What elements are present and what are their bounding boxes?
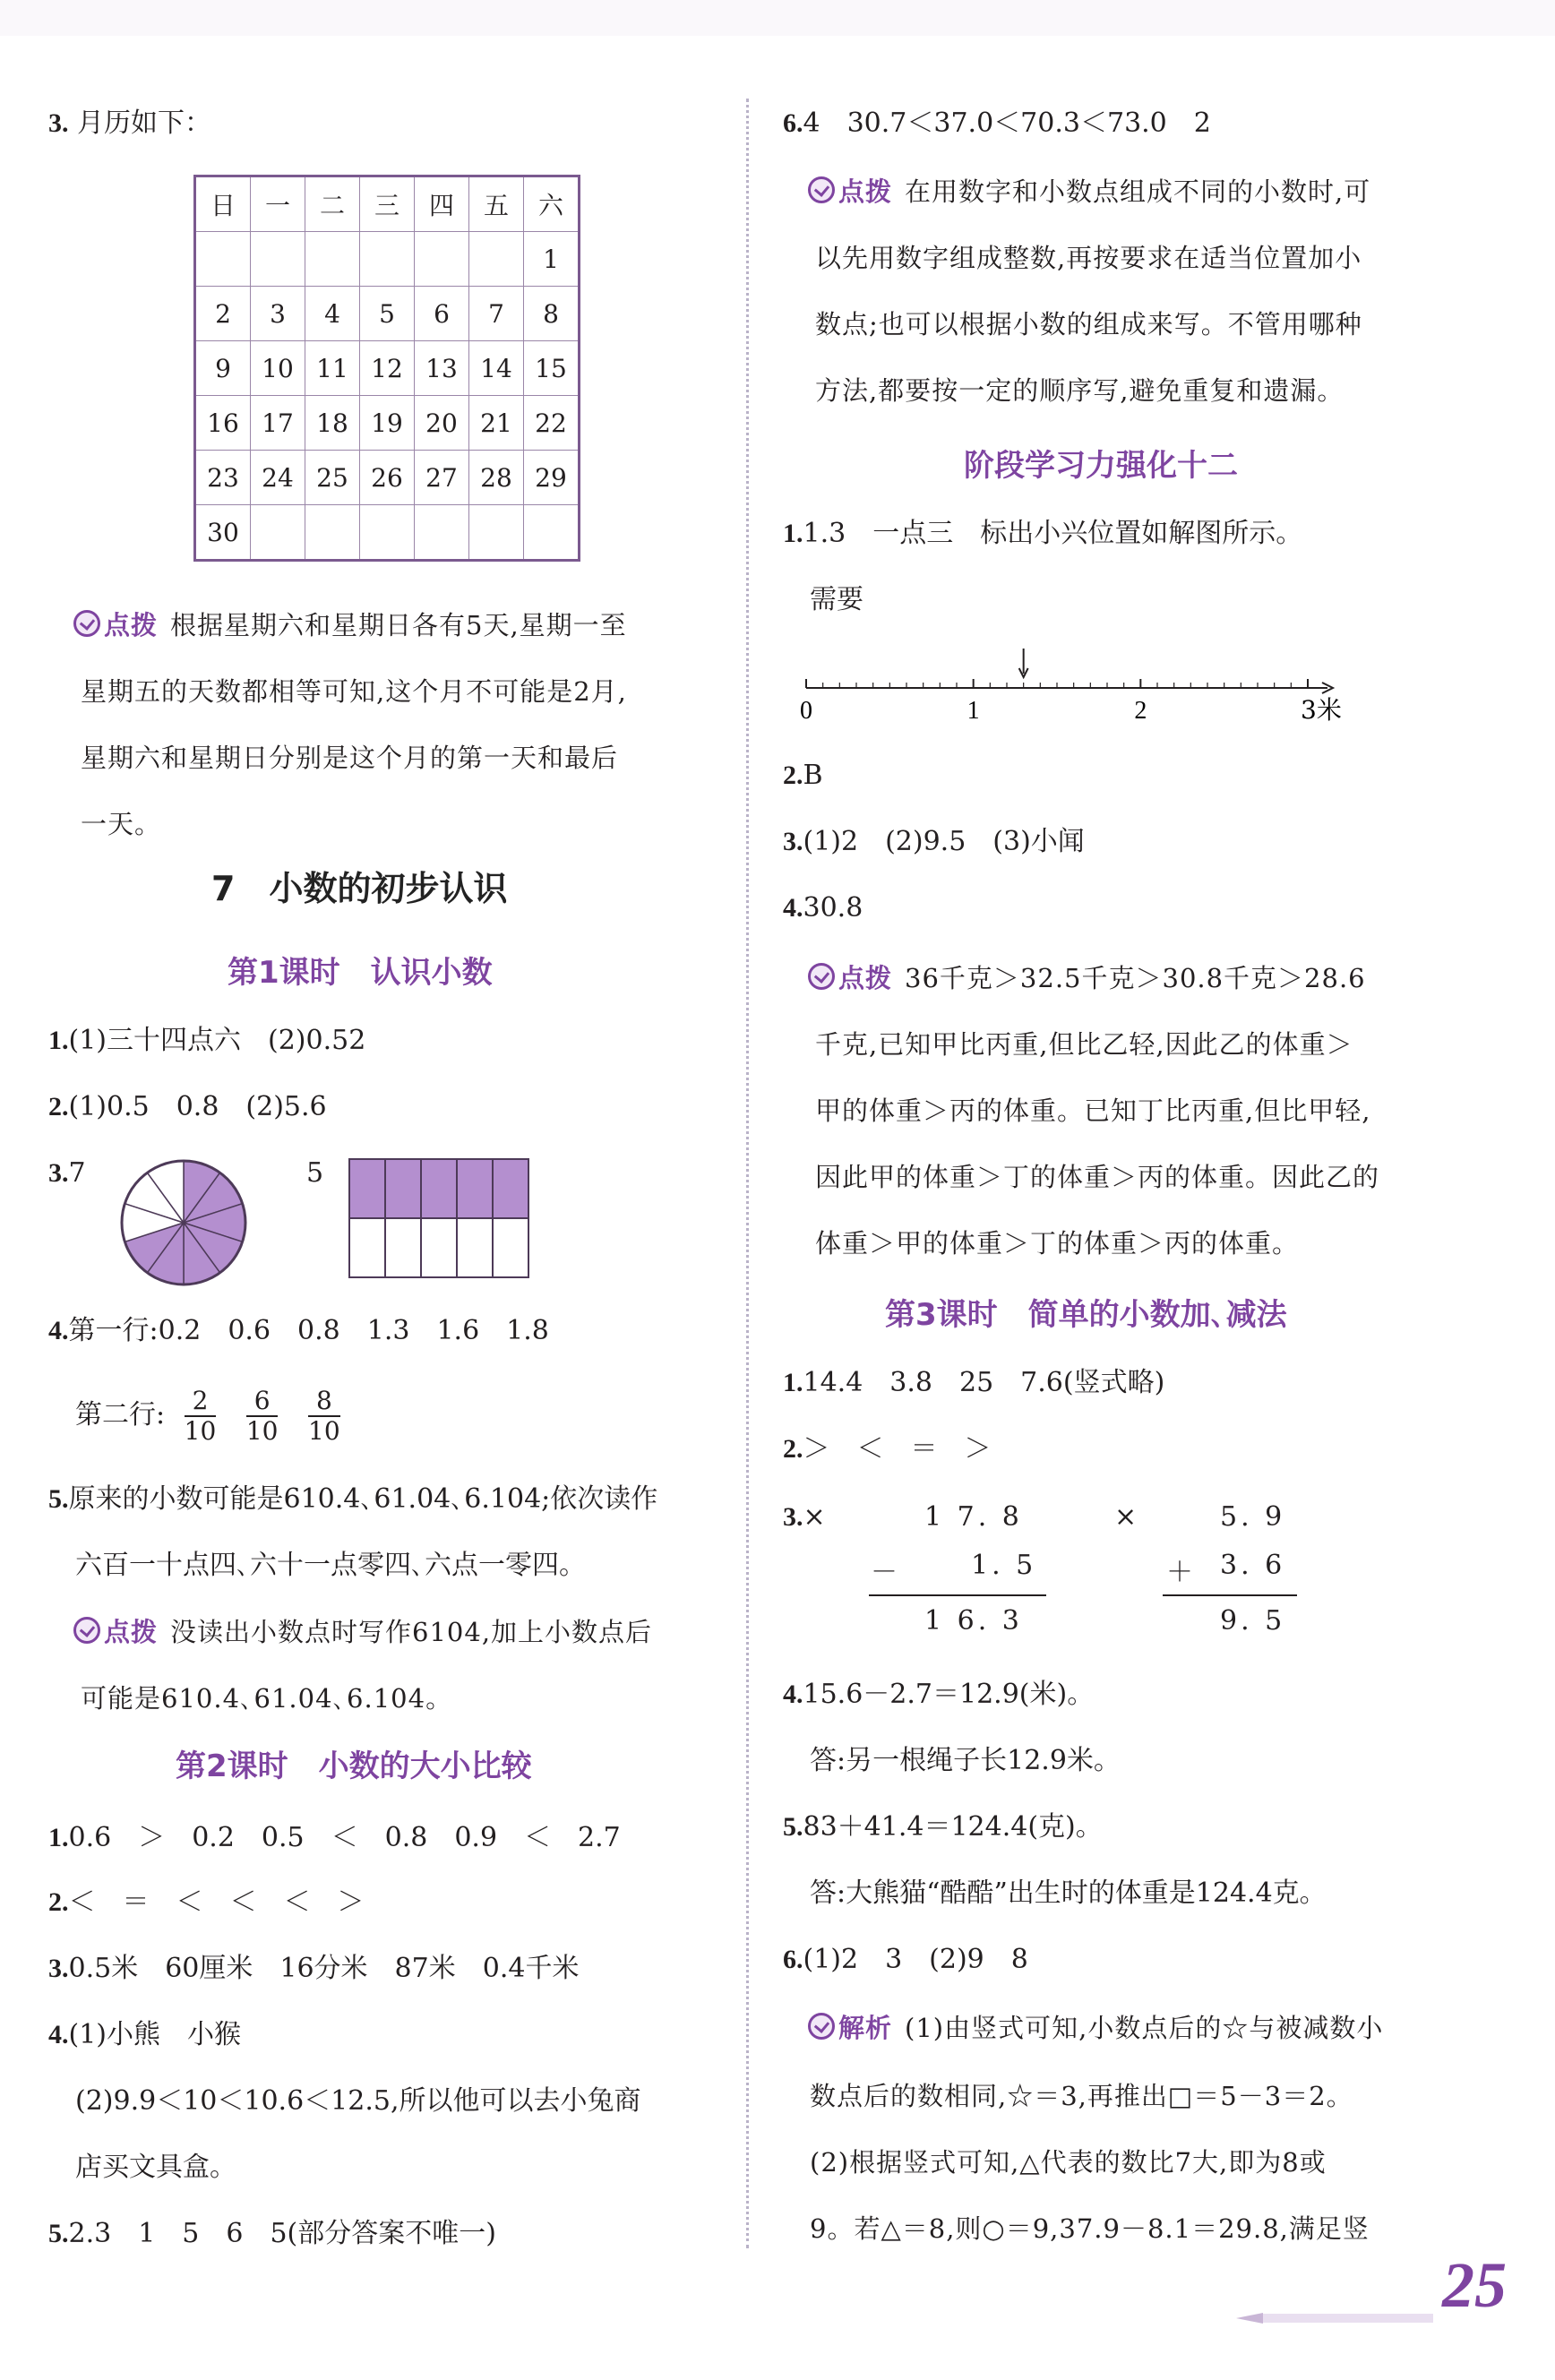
calendar-cell: 21 (469, 396, 524, 451)
grid-cell (385, 1218, 421, 1277)
calendar-cell: 15 (524, 341, 580, 396)
number-line-label: 0 (800, 697, 812, 725)
calendar-cell: 6 (415, 287, 469, 341)
grid-figure (348, 1157, 536, 1283)
tip4-tag (808, 960, 892, 996)
s-q1-number: 1. (783, 519, 803, 548)
tip1-tag (73, 607, 158, 643)
grid-cell (457, 1218, 493, 1277)
l1-q4-line (48, 1313, 549, 1349)
l3-q6-number: 6. (783, 1945, 803, 1974)
stage-title: 阶段学习力强化十二 (964, 448, 1238, 484)
tip4-line-2: 千克,已知甲比丙重,但比乙轻,因此乙的体重＞ (815, 1029, 1353, 1060)
l3-q1-line (783, 1365, 1164, 1401)
s-q3-text: (1)2 (2)9.5 (3)小闻 (803, 826, 1085, 857)
number-line-label: 3米 (1301, 695, 1342, 725)
calendar-row (195, 451, 580, 505)
s-q1-need: 需要 (810, 584, 863, 615)
calendar-cell (360, 232, 415, 287)
tip1-text: 根据星期六和星期日各有5天,星期一至 (170, 610, 627, 640)
analysis-line-1 (808, 2010, 1383, 2046)
s-q3-number: 3. (783, 827, 803, 856)
l3-q1-text: 14.4 3.8 25 7.6(竖式略) (803, 1367, 1165, 1398)
tip3-tag-label: 点拨 (838, 176, 893, 207)
calendar-cell: 30 (195, 505, 251, 561)
grid-cell (493, 1159, 528, 1218)
fraction-denominator: 10 (308, 1416, 340, 1446)
l3-q3-number: 3. (783, 1502, 803, 1532)
l2-q1-text: 0.6 ＞ 0.2 0.5 ＜ 0.8 0.9 ＜ 2.7 (68, 1822, 621, 1853)
calendar-cell: 17 (251, 396, 305, 451)
l3-q5-number: 5. (783, 1812, 803, 1842)
number-line-label: 1 (967, 697, 980, 725)
q3-text: 月历如下： (77, 107, 212, 139)
number-line-ticks (806, 679, 1308, 688)
s-q1-line (783, 516, 1302, 552)
calendar-row (195, 396, 580, 451)
calendar-cell: 7 (469, 287, 524, 341)
l2-q5-line (48, 2216, 496, 2252)
fraction (246, 1387, 279, 1446)
s-q2-text: B (803, 760, 823, 791)
fraction (308, 1387, 340, 1446)
analysis-line-2: 数点后的数相同,☆＝3,再推出□＝5－3＝2。 (810, 2081, 1353, 2111)
calendar-cell: 27 (415, 451, 469, 505)
calendar-cell: 18 (305, 396, 360, 451)
q3-number: 3. (48, 108, 69, 138)
lesson3-title: 第3课时 简单的小数加､减法 (885, 1297, 1287, 1333)
grid-cell (349, 1218, 385, 1277)
calendar-header-cell: 三 (360, 176, 415, 232)
calendar-cell: 29 (524, 451, 580, 505)
l2-q2-text: ＜ ＝ ＜ ＜ ＜ ＞ (68, 1886, 365, 1918)
q6-line (783, 106, 1211, 142)
check-icon (73, 610, 100, 637)
s-q3-line (783, 824, 1085, 860)
s-q1-text: 1.3 一点三 标出小兴位置如解图所示。 (803, 518, 1303, 549)
calendar-cell: 25 (305, 451, 360, 505)
l2-q5-number: 5. (48, 2219, 69, 2248)
l1-q2-text: (1)0.5 0.8 (2)5.6 (68, 1091, 327, 1122)
l2-q4-line-2: (2)9.9＜10＜10.6＜12.5,所以他可以去小兔商 (75, 2085, 641, 2117)
l3-q2-text: ＞ ＜ ＝ ＞ (803, 1433, 992, 1465)
fraction-numerator: 6 (246, 1387, 279, 1417)
calendar-cell: 22 (524, 396, 580, 451)
l2-q1-line (48, 1820, 621, 1856)
l3-q3-line (783, 1499, 826, 1535)
vert2-result: 9. 5 (1220, 1605, 1286, 1637)
fraction-numerator: 8 (308, 1387, 340, 1417)
tip1-line-2: 星期五的天数都相等可知,这个月不可能是2月, (81, 676, 627, 707)
chapter-title: 7 小数的初步认识 (211, 869, 508, 908)
calendar-cell: 2 (195, 287, 251, 341)
l2-q5-text: 2.3 1 5 6 5(部分答案不唯一) (68, 2218, 496, 2249)
l1-q1-text: (1)三十四点六 (2)0.52 (68, 1025, 366, 1056)
analysis-tag-label: 解析 (838, 2013, 893, 2043)
tip2-line-1 (73, 1614, 652, 1650)
q3-line (48, 106, 211, 142)
l2-q4-line-3: 店买文具盒。 (75, 2152, 236, 2183)
l1-q1-line (48, 1023, 365, 1059)
fraction-denominator: 10 (245, 1416, 279, 1446)
calendar-row (195, 287, 580, 341)
l3-q6-line (783, 1942, 1028, 1978)
l1-q2-number: 2. (48, 1092, 69, 1121)
vert2-mid: 3. 6 (1220, 1550, 1286, 1581)
tip4-line-5: 体重＞甲的体重＞丁的体重＞丙的体重。 (815, 1228, 1300, 1259)
l2-q4-number: 4. (48, 2020, 69, 2049)
l1-q4-row1: 第一行:0.2 0.6 0.8 1.3 1.6 1.8 (68, 1315, 549, 1346)
vert2-rule (1163, 1594, 1297, 1596)
calendar-cell: 20 (415, 396, 469, 451)
search-icon (808, 2013, 835, 2040)
tip3-text: 在用数字和小数点组成不同的小数时,可 (905, 176, 1371, 207)
l2-q1-number: 1. (48, 1823, 69, 1852)
calendar-cell: 10 (251, 341, 305, 396)
calendar-cell: 5 (360, 287, 415, 341)
l1-q4-number: 4. (48, 1316, 69, 1345)
tip4-line-4: 因此甲的体重＞丁的体重＞丙的体重。因此乙的 (815, 1162, 1380, 1192)
l1-q3-answer-a: 7 (68, 1157, 86, 1189)
l3-q5-line-1 (783, 1809, 1103, 1845)
lesson1-title: 第1课时 认识小数 (228, 955, 493, 991)
grid-cell (493, 1218, 528, 1277)
analysis-line-4: 9。若△＝8,则○＝9,37.9－8.1＝29.8,满足竖 (810, 2213, 1370, 2244)
tip1-line-1 (73, 607, 627, 643)
calendar-row (195, 341, 580, 396)
l3-q4-text: 15.6－2.7＝12.9(米)。 (803, 1679, 1095, 1710)
l3-q1-number: 1. (783, 1368, 803, 1397)
l3-q6-text: (1)2 3 (2)9 8 (803, 1944, 1028, 1975)
calendar-cell (469, 232, 524, 287)
l1-q5-text: 原来的小数可能是610.4､61.04､6.104;依次读作 (68, 1483, 658, 1515)
s-q4-text: 30.8 (803, 892, 863, 924)
calendar-cell (415, 505, 469, 561)
l2-q4-line-1 (48, 2017, 241, 2053)
pen-decoration-icon (1236, 2309, 1442, 2327)
tip1-line-4: 一天。 (81, 809, 162, 839)
s-q2-line (783, 758, 823, 794)
l3-q4-line-2: 答:另一根绳子长12.9米。 (810, 1745, 1121, 1776)
calendar-cell (305, 505, 360, 561)
calendar-cell: 13 (415, 341, 469, 396)
calendar-cell: 11 (305, 341, 360, 396)
calendar-cell (415, 232, 469, 287)
calendar-cell: 1 (524, 232, 580, 287)
number-line (788, 645, 1344, 726)
grid-cell (385, 1159, 421, 1218)
l1-q5-number: 5. (48, 1484, 69, 1514)
vert1-operator: － (871, 1557, 898, 1588)
pie-figure (116, 1156, 251, 1290)
vert1-mid: 1. 5 (971, 1550, 1037, 1581)
tip4-line-3: 甲的体重＞丙的体重。已知丁比丙重,但比甲轻, (815, 1095, 1371, 1126)
analysis-tag (808, 2010, 892, 2046)
tip1-line-3: 星期六和星期日分别是这个月的第一天和最后 (81, 743, 619, 773)
calendar-cell: 24 (251, 451, 305, 505)
l3-q3-x2: × (1114, 1501, 1138, 1533)
calendar-cell: 3 (251, 287, 305, 341)
calendar-cell (251, 505, 305, 561)
calendar-cell (195, 232, 251, 287)
vert2-top: 5. 9 (1220, 1501, 1286, 1533)
l3-q5-text: 83＋41.4＝124.4(克)。 (803, 1811, 1103, 1843)
tip2-text: 没读出小数点时写作6104,加上小数点后 (170, 1617, 653, 1647)
vert1-rule (869, 1594, 1046, 1596)
calendar-cell: 4 (305, 287, 360, 341)
calendar-cell: 19 (360, 396, 415, 451)
l2-q3-text: 0.5米 60厘米 16分米 87米 0.4千米 (68, 1953, 580, 1984)
calendar-cell: 23 (195, 451, 251, 505)
s-q2-number: 2. (783, 760, 803, 790)
l3-q2-line (783, 1431, 992, 1467)
grid-cells (349, 1159, 528, 1277)
lesson2-title: 第2课时 小数的大小比较 (176, 1748, 532, 1784)
l2-q2-number: 2. (48, 1887, 69, 1917)
l1-q3-answer-b: 5 (306, 1157, 324, 1189)
grid-cell (457, 1159, 493, 1218)
l3-q5-line-2: 答:大熊猫“酷酷”出生时的体重是124.4克。 (810, 1877, 1327, 1909)
analysis-line-3: (2)根据竖式可知,△代表的数比7大,即为8或 (810, 2147, 1327, 2178)
check-icon (73, 1617, 100, 1644)
l1-q3-number: 3. (48, 1158, 69, 1188)
grid-cell (421, 1218, 457, 1277)
calendar-table (193, 175, 580, 562)
s-q4-line (783, 890, 863, 926)
tip2-tag-label: 点拨 (104, 1617, 159, 1647)
l2-q4-text: (1)小熊 小猴 (68, 2019, 241, 2050)
page-number: 25 (1442, 2249, 1507, 2321)
vert2-operator: ＋ (1166, 1557, 1193, 1588)
l1-q4-row2-label: 第二行: (75, 1399, 166, 1431)
tip4-text: 36千克＞32.5千克＞30.8千克＞28.6 (905, 963, 1366, 993)
l3-q4-number: 4. (783, 1680, 803, 1709)
l1-q3-line (48, 1156, 86, 1191)
page-top-band (0, 0, 1555, 36)
l1-q5-line-1 (48, 1482, 657, 1517)
analysis-text: (1)由竖式可知,小数点后的☆与被减数小 (905, 2013, 1384, 2043)
calendar-cell: 16 (195, 396, 251, 451)
calendar-cell (469, 505, 524, 561)
q6-number: 6. (783, 108, 803, 138)
grid-cell (349, 1159, 385, 1218)
tip2-line-2: 可能是610.4､61.04､6.104。 (81, 1683, 453, 1714)
tip4-line-1 (808, 960, 1366, 996)
calendar-header-cell: 四 (415, 176, 469, 232)
grid-cell (421, 1159, 457, 1218)
calendar-cell: 28 (469, 451, 524, 505)
calendar-header-row (195, 176, 580, 232)
tip1-tag-label: 点拨 (104, 610, 159, 640)
calendar-cell: 26 (360, 451, 415, 505)
calendar-cell: 14 (469, 341, 524, 396)
l3-q4-line-1 (783, 1677, 1094, 1713)
calendar-header-cell: 一 (251, 176, 305, 232)
l1-q5-line-2: 六百一十点四､六十一点零四､六点一零四。 (75, 1550, 586, 1581)
calendar-cell: 12 (360, 341, 415, 396)
l2-q2-line (48, 1885, 365, 1920)
l1-q4-row2 (75, 1381, 351, 1449)
fraction-denominator: 10 (184, 1416, 217, 1446)
l1-q2-line (48, 1089, 327, 1125)
calendar-cell: 9 (195, 341, 251, 396)
tip3-line-2: 以先用数字组成整数,再按要求在适当位置加小 (815, 243, 1362, 273)
calendar-cell (305, 232, 360, 287)
vert1-result: 1 6. 3 (924, 1605, 1023, 1637)
calendar-header-cell: 日 (195, 176, 251, 232)
tip3-tag (808, 174, 892, 210)
tip3-line-4: 方法,都要按一定的顺序写,避免重复和遗漏。 (815, 375, 1345, 406)
l3-q2-number: 2. (783, 1434, 803, 1464)
calendar-cell (360, 505, 415, 561)
tip2-tag (73, 1614, 158, 1650)
calendar-header-cell: 二 (305, 176, 360, 232)
calendar-cell (251, 232, 305, 287)
q6-text: 4 30.7＜37.0＜70.3＜73.0 2 (803, 107, 1211, 139)
column-divider (746, 99, 749, 2248)
l1-q1-number: 1. (48, 1026, 69, 1055)
calendar-cell (524, 505, 580, 561)
tip3-line-1 (808, 174, 1370, 210)
vert1-top: 1 7. 8 (924, 1501, 1023, 1533)
calendar-row (195, 232, 580, 287)
check-icon (808, 176, 835, 203)
fraction (185, 1387, 217, 1446)
fraction-numerator: 2 (185, 1387, 217, 1417)
l2-q3-line (48, 1951, 579, 1987)
calendar-header-cell: 六 (524, 176, 580, 232)
calendar-cell: 8 (524, 287, 580, 341)
tip4-tag-label: 点拨 (838, 963, 893, 993)
s-q4-number: 4. (783, 893, 803, 923)
check-icon (808, 963, 835, 990)
cross-mark: × (803, 1501, 826, 1533)
calendar-header-cell: 五 (469, 176, 524, 232)
tip3-line-3: 数点;也可以根据小数的组成来写。不管用哪种 (815, 309, 1362, 339)
number-line-label: 2 (1134, 697, 1147, 725)
calendar-row (195, 505, 580, 561)
l2-q3-number: 3. (48, 1954, 69, 1983)
down-arrow-icon (1019, 649, 1028, 677)
